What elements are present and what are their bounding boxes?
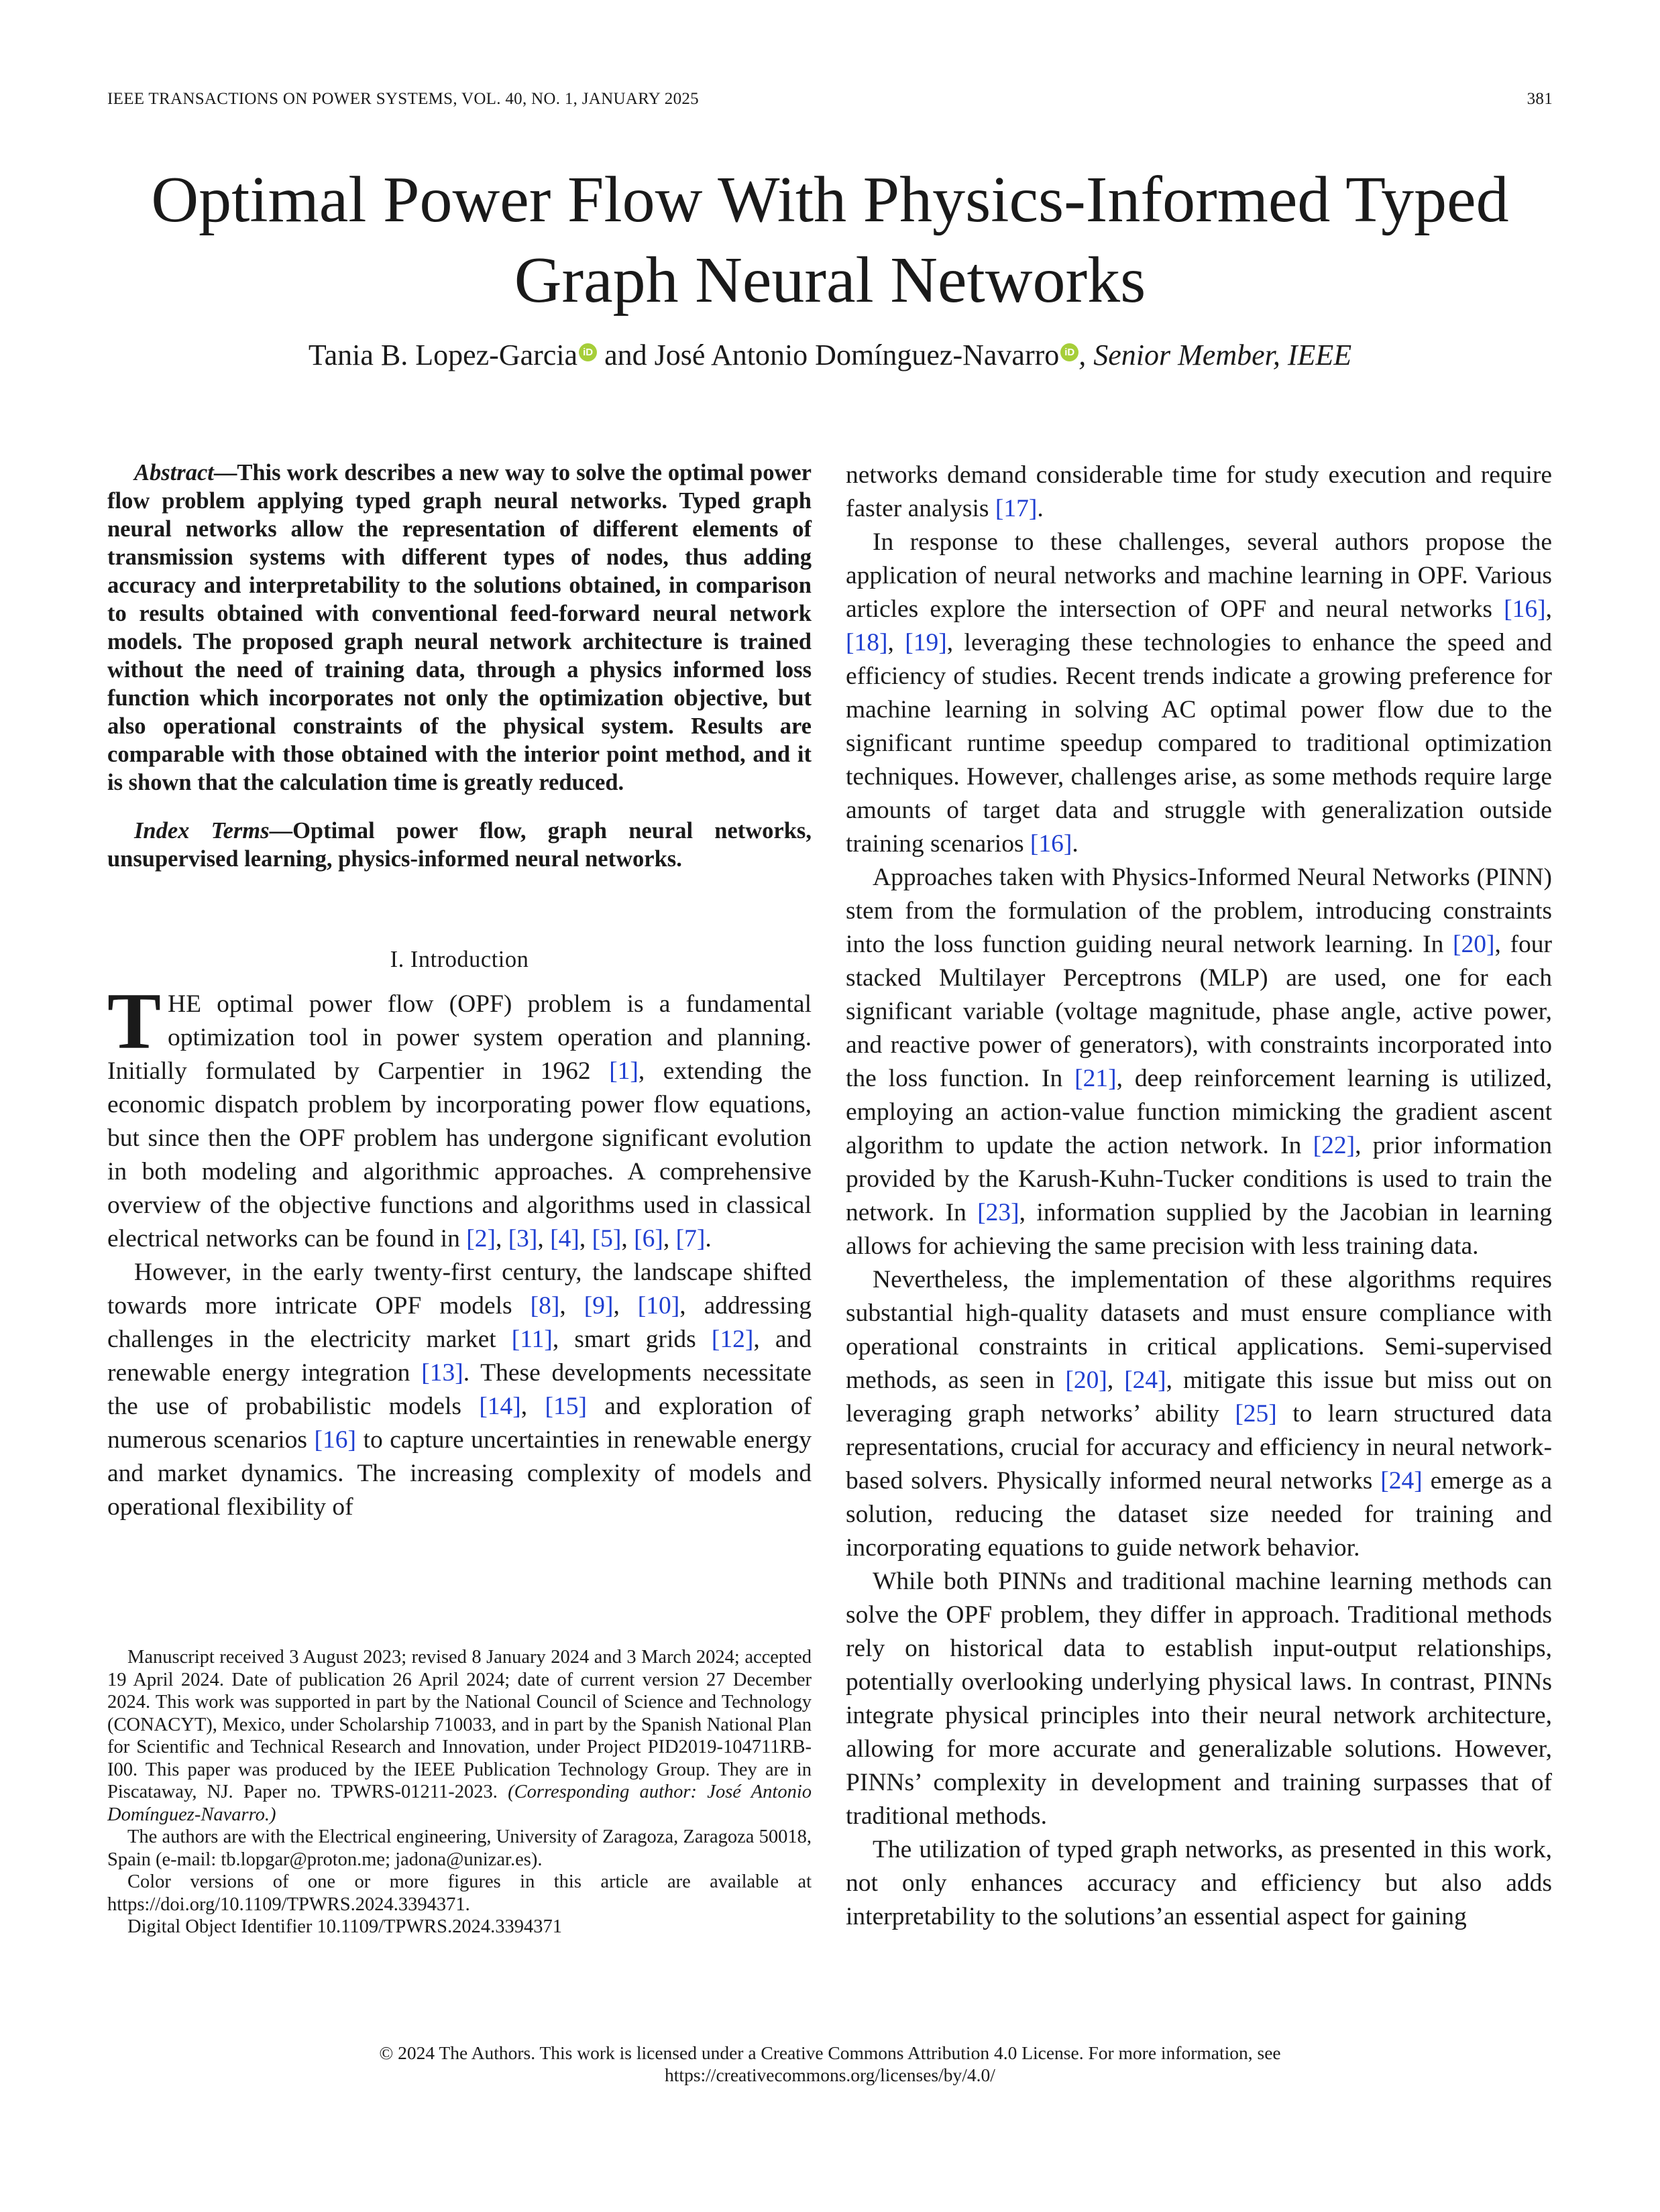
paper-title	[107, 160, 1553, 321]
citation-link[interactable]: [18]	[846, 629, 888, 656]
text: Manuscript received 3 August 2023; revised 8 January 2024 and 3 March 2024; accepted 19 April 2024. Date of publication 26 April 2024; date of current version 27 December 2024. This work was supported in part by the National Council of Science and Technology (CONACYT), Mexico, under Scholarship 710033, and in part by the Spanish National Plan for Scientific and Technical Research and Innovation, under Project PID2019-104711RB-I00. This paper was produced by the IEEE Publication Technology Group. They are in Piscataway, NJ. Paper no. TPWRS-01211-2023.	[107, 1647, 812, 1802]
page-number: 381	[1527, 90, 1553, 108]
text: , extending the economic dispatch problem by incorporating power flow equations, but since then the OPF problem has undergone significant evolution in both modeling and algorithmic approaches. A comprehensive overview of the objective functions and algorithms used in classical electrical networks can be found in	[107, 1057, 812, 1253]
text: HE optimal power flow (OPF) problem is a fundamental optimization tool in power system operation and planning. Initially formulated by Carpentier in 1962	[107, 990, 812, 1085]
abstract-label: Abstract	[134, 460, 214, 485]
author-2: José Antonio Domínguez-Navarro	[654, 339, 1060, 371]
text: Nevertheless, the implementation of these algorithms requires substantial high-quality datasets and must ensure compliance with operational constraints in critical applications. Semi-supervised methods, as seen in	[846, 1266, 1552, 1394]
doi-note: Digital Object Identifier 10.1109/TPWRS.2024.3394371	[127, 1916, 563, 1937]
text: , leveraging these technologies to enhance the speed and efficiency of studies. Recent trends indicate a growing preference for machine learning in solving AC optimal power flow due to the significant runtime speedup compared to traditional optimization techniques. However, challenges arise, as some methods require large amounts of target data and struggle with generalization outside training scenarios	[846, 629, 1552, 858]
text: .	[1072, 830, 1078, 858]
text: to learn structured data representations, crucial for accuracy and efficiency in neural network-based solvers. Physically informed neural networks	[846, 1400, 1552, 1495]
text: , information supplied by the Jacobian in learning allows for achieving the same precision with less training data.	[846, 1199, 1552, 1260]
index-terms-label: Index Terms	[134, 818, 270, 843]
citation-link[interactable]: [12]	[711, 1326, 754, 1353]
copyright-notice	[107, 2042, 1553, 2086]
body-paragraph	[846, 861, 1552, 1263]
footnote-block	[107, 1646, 812, 1938]
citation-link[interactable]: [14]	[479, 1393, 521, 1420]
author-line	[107, 337, 1553, 374]
citation-link[interactable]: [4]	[550, 1225, 579, 1253]
text: In response to these challenges, several authors propose the application of neural networks and machine learning in OPF. Various articles explore the intersection of OPF and neural networks	[846, 528, 1552, 623]
text: to capture uncertainties in renewable energy and market dynamics. The increasing complexity of models and operational flexibility of	[107, 1426, 812, 1521]
intro-paragraph-2: However, in the early twenty-first century, the landscape shifted towards more intricate OPF models [8], [9], [10], addressing challenges in the electricity market [11], smart grids [12], and renewable energy integration [13]. These developments necessitate the use of probabilistic models [14], [15] and exploration of numerous scenarios [16] to capture uncertainties in renewable energy and market dynamics. The increasing complexity of models and operational flexibility of	[107, 1259, 812, 1521]
journal-name: IEEE TRANSACTIONS ON POWER SYSTEMS, VOL. 40, NO. 1, JANUARY 2025	[107, 90, 699, 108]
citation-link[interactable]: [6]	[634, 1225, 663, 1253]
text: and exploration of numerous scenarios	[107, 1393, 812, 1454]
index-terms	[107, 817, 812, 873]
text: , prior information provided by the Karush-Kuhn-Tucker conditions is used to train the network. In	[846, 1132, 1552, 1226]
right-column	[846, 459, 1552, 1934]
body-paragraph: While both PINNs and traditional machine learning methods can solve the OPF problem, they differ in approach. Traditional methods rely on historical data to establish input-output relationships, potentially overlooking underlying physical laws. In contrast, PINNs integrate physical principles into their neural network architecture, allowing for more accurate and generalizable solutions. However, PINNs’ complexity in development and training surpasses that of traditional methods.	[846, 1568, 1552, 1830]
citation-link[interactable]: [20]	[1065, 1366, 1107, 1394]
citation-link[interactable]: [20]	[1453, 931, 1495, 958]
citation-link[interactable]: [21]	[1074, 1065, 1117, 1092]
license-url[interactable]: https://creativecommons.org/licenses/by/4.0/	[665, 2064, 995, 2085]
citation-link[interactable]: [23]	[977, 1199, 1019, 1226]
text: .	[705, 1225, 712, 1253]
citation-link[interactable]: [11]	[511, 1326, 553, 1353]
text: networks demand considerable time for study execution and require faster analysis	[846, 461, 1552, 522]
intro-paragraph-1: THE optimal power flow (OPF) problem is a fundamental optimization tool in power system operation and planning. Initially formulated by Carpentier in 1962 [1], extending the economic dispatch problem by incorporating power flow equations, but since then the OPF problem has undergone significant evolution in both modeling and algorithmic approaches. A comprehensive overview of the objective functions and algorithms used in classical electrical networks can be found in [2], [3], [4], [5], [6], [7].	[107, 976, 812, 1253]
citation-link[interactable]: [16]	[314, 1426, 357, 1454]
orcid-icon[interactable]: iD	[579, 343, 597, 361]
running-header	[107, 90, 1553, 109]
section-heading: I. Introduction	[390, 947, 529, 972]
citation-link[interactable]: [16]	[1504, 595, 1546, 623]
title-line-1: Optimal Power Flow With Physics-Informed Typed	[151, 164, 1509, 236]
affiliation-note: The authors are with the Electrical engineering, University of Zaragoza, Zaragoza 50018, Spain (e-mail: tb.lopgar@proton.me; jadona@unizar.es).	[107, 1826, 812, 1870]
citation-link[interactable]: [25]	[1235, 1400, 1277, 1428]
author-connector: and	[597, 339, 655, 371]
orcid-icon[interactable]: iD	[1060, 343, 1078, 361]
citation-link[interactable]: [1]	[609, 1057, 639, 1085]
author-membership: , Senior Member, IEEE	[1078, 339, 1352, 371]
citation-link[interactable]: [2]	[466, 1225, 496, 1253]
text: , mitigate this issue but miss out on leveraging graph networks’ ability	[846, 1366, 1552, 1428]
text: However, in the early twenty-first century, the landscape shifted towards more intricate OPF models	[107, 1259, 812, 1320]
author-1: Tania B. Lopez-Garcia	[308, 339, 578, 371]
citation-link[interactable]: [13]	[421, 1359, 463, 1387]
text: , addressing challenges in the electricity market	[107, 1292, 812, 1353]
abstract-text: —This work describes a new way to solve the optimal power flow problem applying typed graph neural networks. Typed graph neural networks allow the representation of different elements of transmission systems with different types of nodes, thus adding accuracy and interpretability to the solutions obtained, in comparison to results obtained with conventional feed-forward neural network models. The proposed graph neural network architecture is trained without the need of training data, through a physics informed loss function which incorporates not only the optimization objective, but also operational constraints of the physical system. Results are comparable with those obtained with the interior point method, and it is shown that the calculation time is greatly reduced.	[107, 460, 812, 795]
body-paragraph: In response to these challenges, several authors propose the application of neural networks and machine learning in OPF. Various articles explore the intersection of OPF and neural networks [16], [18], [19], leveraging these technologies to enhance the speed and efficiency of studies. Recent trends indicate a growing preference for machine learning in solving AC optimal power flow due to the significant runtime speedup compared to traditional optimization techniques. However, challenges arise, as some methods require large amounts of target data and struggle with generalization outside training scenarios [16].	[846, 528, 1552, 858]
license-line: © 2024 The Authors. This work is licensed under a Creative Commons Attribution 4.0 License. For more information, see	[379, 2042, 1281, 2063]
citation-link[interactable]: [22]	[1313, 1132, 1355, 1159]
text: .	[1037, 495, 1044, 522]
text: , and renewable energy integration	[107, 1326, 812, 1387]
citation-link[interactable]: [8]	[530, 1292, 560, 1320]
citation-link[interactable]: [7]	[675, 1225, 706, 1253]
text: , smart grids	[552, 1326, 712, 1353]
citation-link[interactable]: [24]	[1124, 1366, 1166, 1394]
citation-link[interactable]: [9]	[584, 1292, 614, 1320]
title-line-2: Graph Neural Networks	[514, 244, 1146, 316]
text: emerge as a solution, reducing the dataset size needed for training and incorporating equations to guide network behavior.	[846, 1467, 1552, 1562]
corresponding-author: (Corresponding author: José Antonio Domínguez-Navarro.)	[107, 1782, 812, 1825]
text: , deep reinforcement learning is utilized, employing an action-value function mimicking the gradient ascent algorithm to update the action network. In	[846, 1065, 1552, 1159]
color-versions-note: Color versions of one or more figures in this article are available at https://doi.org/10.1109/TPWRS.2024.3394371.	[107, 1871, 812, 1915]
citation-link[interactable]: [5]	[592, 1225, 622, 1253]
citation-link[interactable]: [10]	[637, 1292, 680, 1320]
text: Approaches taken with Physics-Informed Neural Networks (PINN) stem from the formulation of the problem, introducing constraints into the loss function guiding neural network learning. In	[846, 864, 1552, 958]
abstract	[107, 459, 812, 797]
manuscript-note	[107, 1646, 812, 1826]
body-paragraph: Nevertheless, the implementation of these algorithms requires substantial high-quality datasets and must ensure compliance with operational constraints in critical applications. Semi-supervised methods, as seen in [20], [24], mitigate this issue but miss out on leveraging graph networks’ ability [25] to learn structured data representations, crucial for accuracy and efficiency in neural network-based solvers. Physically informed neural networks [24] emerge as a solution, reducing the dataset size needed for training and incorporating equations to guide network behavior.	[846, 1266, 1552, 1562]
text: . These developments necessitate the use of probabilistic models	[107, 1359, 812, 1420]
text: , four stacked Multilayer Perceptrons (MLP) are used, one for each significant variable (voltage magnitude, phase angle, active power, and reactive power of generators), with constraints incorporated into the loss function. In	[846, 931, 1552, 1092]
citation-link[interactable]: [3]	[508, 1225, 538, 1253]
citation-link[interactable]: [17]	[995, 495, 1038, 522]
body-paragraph: The utilization of typed graph networks, as presented in this work, not only enhances accuracy and efficiency but also adds interpretability to the solutions’an essential aspect for gaining	[846, 1836, 1552, 1930]
left-column	[107, 459, 812, 1524]
citation-link[interactable]: [19]	[905, 629, 947, 656]
index-terms-text: —Optimal power flow, graph neural networks, unsupervised learning, physics-informed neural networks.	[107, 818, 812, 872]
body-paragraph	[846, 459, 1552, 526]
citation-link[interactable]: [16]	[1030, 830, 1072, 858]
citation-link[interactable]: [15]	[545, 1393, 587, 1420]
citation-link[interactable]: [24]	[1380, 1467, 1423, 1495]
drop-cap: T	[107, 976, 162, 1065]
